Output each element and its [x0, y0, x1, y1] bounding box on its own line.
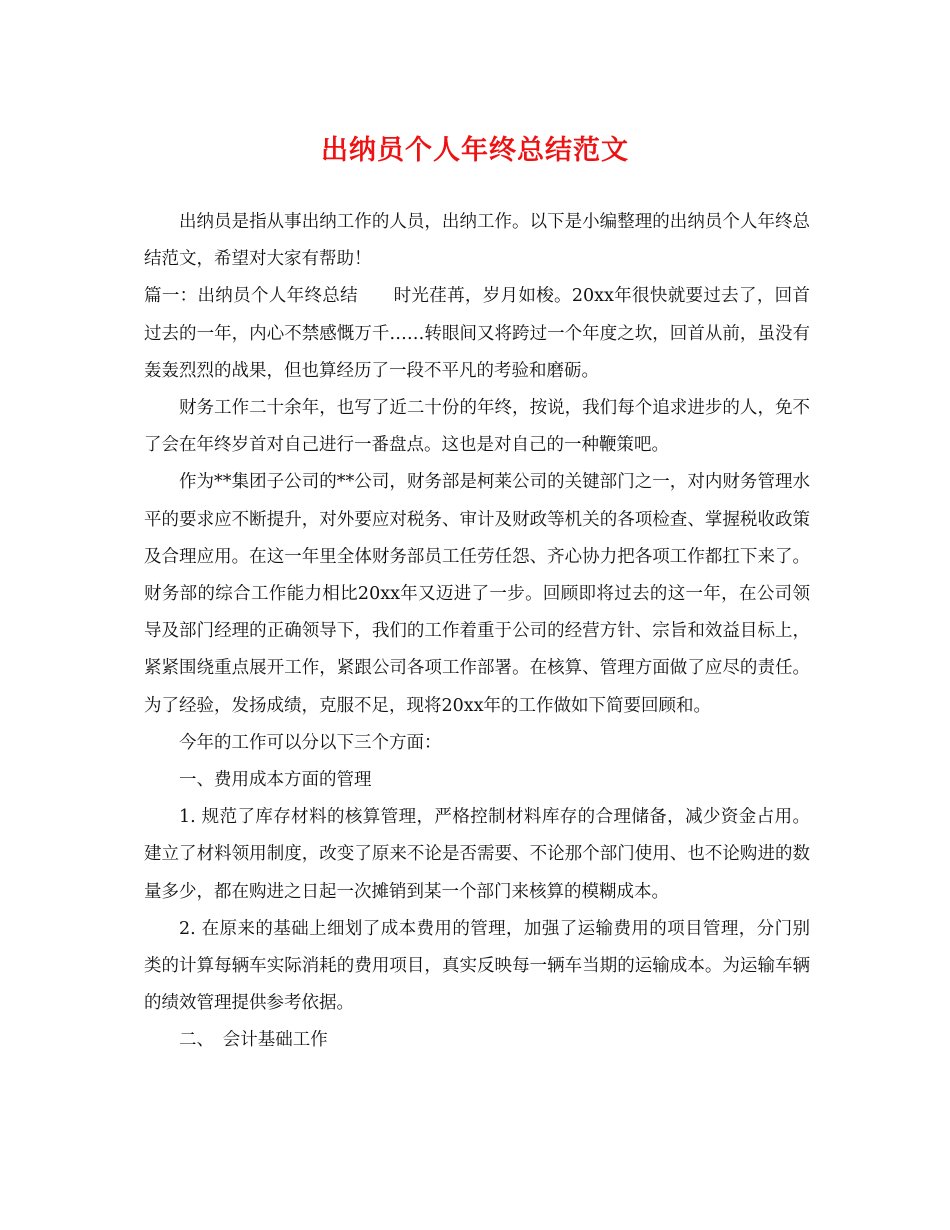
page-title: 出纳员个人年终总结范文	[321, 135, 629, 166]
paragraph-finance-years: 财务工作二十余年，也写了近二十份的年终，按说，我们每个追求进步的人，免不了会在年终岁首对自己进行一番盘点。这也是对自己的一种鞭策吧。	[144, 398, 810, 456]
paragraph-intro: 出纳员是指从事出纳工作的人员，出纳工作。以下是小编整理的出纳员个人年终总结范文，希望对大家有帮助！	[144, 212, 810, 270]
document-body	[144, 204, 810, 1060]
list-item-cost-detail: 2. 在原来的基础上细划了成本费用的管理，加强了运输费用的项目管理，分门别类的计算每辆车实际消耗的费用项目，真实反映每一辆车当期的运输成本。为运输车辆的绩效管理提供参考依据。	[144, 918, 810, 1014]
section-heading-cost-management: 一、费用成本方面的管理	[179, 770, 372, 791]
list-item-inventory: 1. 规范了库存材料的核算管理，严格控制材料库存的合理储备，减少资金占用。建立了材料领用制度，改变了原来不论是否需要、不论那个部门使用、也不论购进的数量多少，都在购进之日起一次摊销到某一个部门来核算的模糊成本。	[144, 807, 810, 902]
paragraph-three-aspects: 今年的工作可以分以下三个方面：	[179, 732, 442, 753]
paragraph-finance-department: 作为**集团子公司的**公司，财务部是柯莱公司的关键部门之一，对内财务管理水平的要求应不断提升，对外要应对税务、审计及财政等机关的各项检查、掌握税收政策及合理应用。在这一年里全体财务部员工任劳任怨、齐心协力把各项工作都扛下来了。财务部的综合工作能力相比20xx年又迈进了一步。回顾即将过去的这一年，在公司领导及部门经理的正确领导下，我们的工作着重于公司的经营方针、宗旨和效益目标上，紧紧围绕重点展开工作，紧跟公司各项工作部署。在核算、管理方面做了应尽的责任。为了经验，发扬成绩，克服不足，现将20xx年的工作做如下简要回顾和。	[144, 472, 810, 716]
paragraph-part-one-opening: 篇一：出纳员个人年终总结 时光荏苒，岁月如梭。20xx年很快就要过去了，回首过去的一年，内心不禁感慨万千……转眼间又将跨过一个年度之坎，回首从前，虽没有轰轰烈烈的战果，但也算经历了一段不平凡的考验和磨砺。	[144, 286, 810, 381]
section-heading-accounting-basics: 二、 会计基础工作	[179, 1030, 328, 1051]
